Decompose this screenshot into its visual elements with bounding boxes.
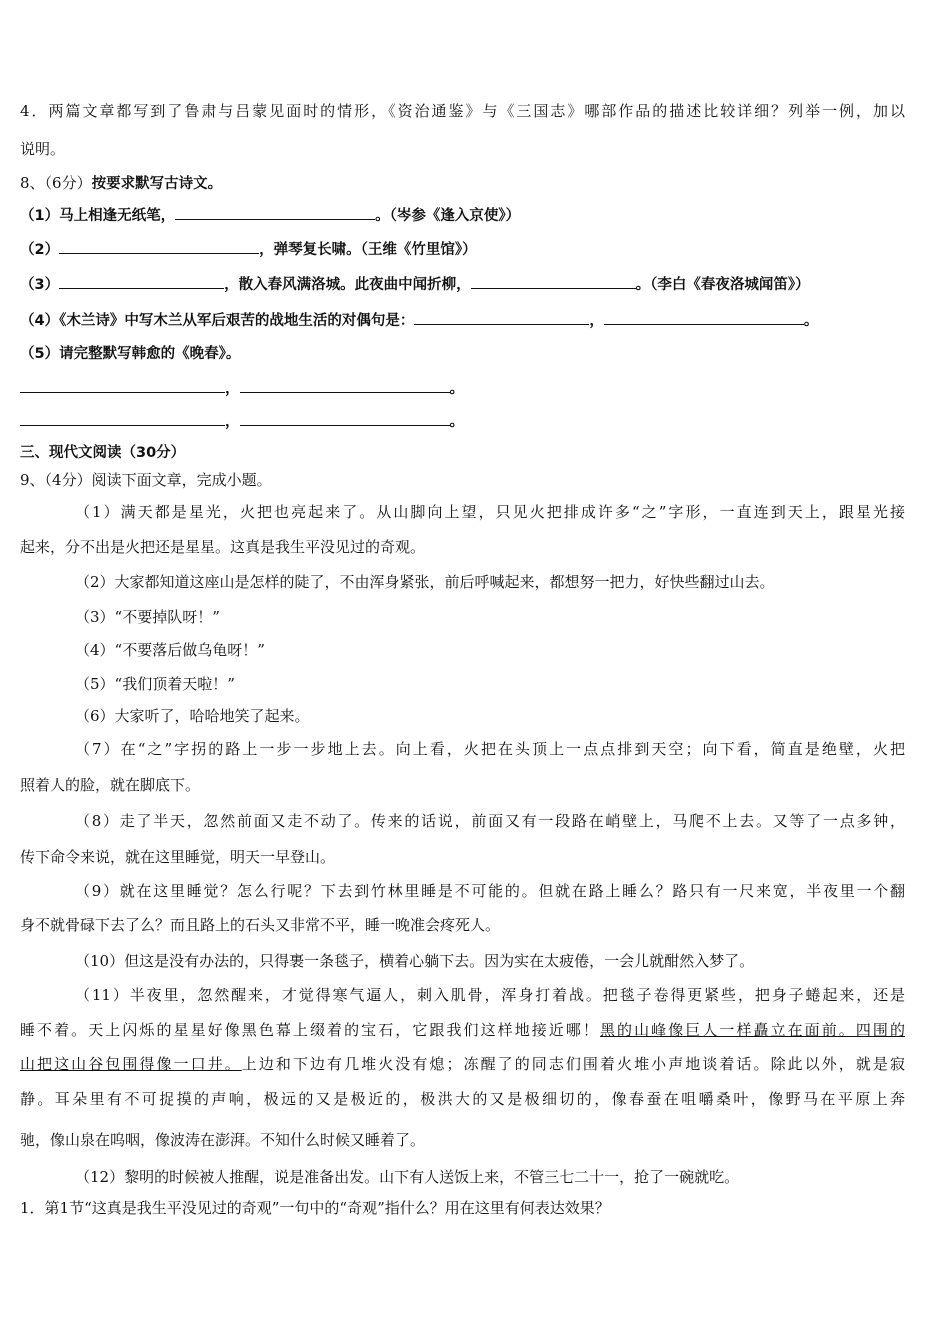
paragraph-line: （4）“不要落后做乌龟呀！” bbox=[75, 641, 265, 659]
question-4-line: 说明。 bbox=[20, 140, 66, 158]
paragraph-line: 驰，像山泉在呜咽，像波涛在澎湃。不知什么时候又睡着了。 bbox=[20, 1131, 426, 1149]
answer-blank[interactable] bbox=[20, 411, 225, 426]
answer-blank[interactable] bbox=[414, 310, 589, 325]
poem-item-3 bbox=[20, 274, 905, 295]
text: 。（李白《春夜洛城闻笛》） bbox=[635, 277, 810, 293]
answer-blank[interactable] bbox=[240, 411, 450, 426]
text: 。 bbox=[449, 381, 464, 397]
poem-item-5: （5）请完整默写韩愈的《晚春》。 bbox=[20, 346, 241, 362]
text: （4）《木兰诗》中写木兰从军后艰苦的战地生活的对偶句是： bbox=[20, 313, 415, 329]
answer-blank[interactable] bbox=[175, 205, 375, 220]
paragraph-line: （2）大家都知道这座山是怎样的陡了，不由浑身紧张，前后呼喊起来，都想努一把力，好快些翻过山去。 bbox=[75, 573, 775, 591]
paragraph-line: （12）黎明的时候被人推醒，说是准备出发。山下有人送饭上来，不管三七二十一，抢了一碗就吃。 bbox=[75, 1168, 740, 1186]
answer-line bbox=[20, 411, 905, 432]
text: ，弹琴复长啸。（王维《竹里馆》） bbox=[259, 242, 477, 258]
paragraph-line: 照着人的脸，就在脚底下。 bbox=[20, 776, 201, 794]
text: 。 bbox=[803, 313, 819, 329]
text: （2） bbox=[20, 242, 60, 258]
text: ， bbox=[225, 414, 240, 430]
text: 睡不着。天上闪烁的星星好像黑色幕上缀着的宝石，它跟我们这样地接近哪！ bbox=[20, 1021, 600, 1039]
sub-question-1: 1．第1节“这真是我生平没见过的奇观”一句中的“奇观”指什么？用在这里有何表达效果？ bbox=[20, 1199, 610, 1217]
poem-item-4 bbox=[20, 310, 905, 331]
answer-blank[interactable] bbox=[20, 378, 225, 393]
poem-item-2 bbox=[20, 239, 905, 260]
text: ，散入春风满洛城。此夜曲中闻折柳， bbox=[224, 277, 471, 293]
section-heading: 三、现代文阅读（30分） bbox=[20, 445, 186, 461]
underlined-sentence: 黑的山峰像巨人一样矗立在面前。四围的 bbox=[599, 1021, 905, 1039]
question-8-heading bbox=[20, 173, 905, 194]
paragraph-line: （3）“不要掉队呀！” bbox=[75, 608, 220, 626]
text: （3） bbox=[20, 277, 60, 293]
question-4-line: 4．两篇文章都写到了鲁肃与吕蒙见面时的情形，《资治通鉴》与《三国志》哪部作品的描述比较详细？列举一例，加以 bbox=[20, 102, 905, 120]
paragraph-line bbox=[20, 1054, 905, 1074]
text: 上边和下边有几堆火没有熄；冻醒了的同志们围着火堆小声地谈着话。除此以外，就是寂 bbox=[241, 1055, 905, 1073]
answer-blank[interactable] bbox=[59, 239, 259, 254]
paragraph-line: 起来，分不出是火把还是星星。这真是我生平没见过的奇观。 bbox=[20, 538, 426, 556]
paragraph-line bbox=[20, 1020, 905, 1040]
text: ， bbox=[589, 313, 604, 329]
text: 。 bbox=[449, 414, 464, 430]
text: ， bbox=[225, 381, 240, 397]
score-label: 8、（6分） bbox=[20, 174, 92, 192]
answer-blank[interactable] bbox=[59, 274, 224, 289]
answer-blank[interactable] bbox=[604, 310, 804, 325]
paragraph-line: （9）就在这里睡觉？怎么行呢？下去到竹林里睡是不可能的。但就在路上睡么？路只有一尺来宽，半夜里一个翻 bbox=[75, 882, 905, 900]
poem-item-1 bbox=[20, 205, 905, 226]
question-title: 按要求默写古诗文。 bbox=[91, 176, 223, 192]
answer-blank[interactable] bbox=[240, 378, 450, 393]
answer-line bbox=[20, 378, 905, 399]
text: （1）马上相逢无纸笔， bbox=[20, 208, 176, 224]
paragraph-line: 身不就骨碌下去了么？而且路上的石头又非常不平，睡一晚准会疼死人。 bbox=[20, 916, 501, 934]
paragraph-line: （6）大家听了，哈哈地笑了起来。 bbox=[75, 707, 310, 725]
text: 。（岑参《逢入京使》） bbox=[375, 208, 521, 224]
paragraph-line: （5）“我们顶着天啦！” bbox=[75, 675, 235, 693]
answer-blank[interactable] bbox=[471, 274, 636, 289]
paragraph-line: （11）半夜里，忽然醒来，才觉得寒气逼人，刺入肌骨，浑身打着战。把毯子卷得更紧些，把身子蜷起来，还是 bbox=[75, 986, 905, 1004]
underlined-sentence: 山把这山谷包围得像一口井。 bbox=[20, 1055, 242, 1073]
question-9-intro: 9、（4分）阅读下面文章，完成小题。 bbox=[20, 471, 272, 489]
paragraph-line: （7）在“之”字拐的路上一步一步地上去。向上看，火把在头顶上一点点排到天空；向下看，简直是绝壁，火把 bbox=[75, 740, 905, 758]
paragraph-line: （1）满天都是星光，火把也亮起来了。从山脚向上望，只见火把排成许多“之”字形，一直连到天上，跟星光接 bbox=[75, 503, 905, 521]
paragraph-line: 传下命令来说，就在这里睡觉，明天一早登山。 bbox=[20, 848, 336, 866]
paragraph-line: （10）但这是没有办法的，只得裹一条毯子，横着心躺下去。因为实在太疲倦，一会儿就酣然入梦了。 bbox=[75, 952, 755, 970]
paragraph-line: 静。耳朵里有不可捉摸的声响，极远的又是极近的，极洪大的又是极细切的，像春蚕在咀嚼桑叶，像野马在平原上奔 bbox=[20, 1090, 905, 1108]
paragraph-line: （8）走了半天，忽然前面又走不动了。传来的话说，前面又有一段路在峭壁上，马爬不上去。又等了一点多钟， bbox=[75, 812, 905, 830]
